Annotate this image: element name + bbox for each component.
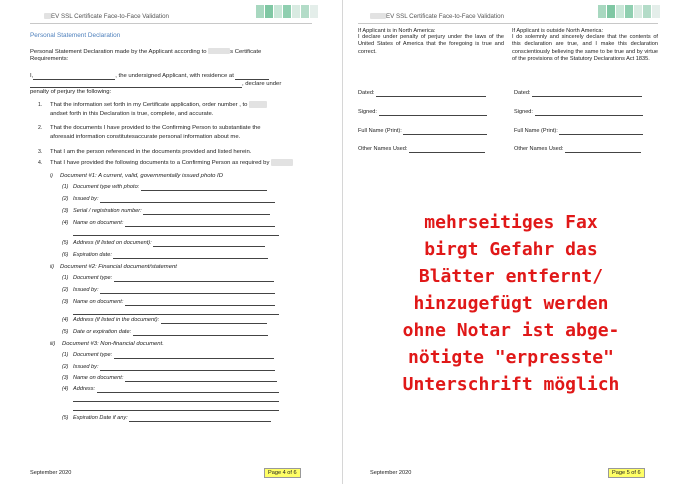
form-field-line[interactable]	[73, 404, 279, 411]
annotation-line: hinzugefügt werden	[413, 293, 609, 314]
field-number: (1)	[62, 184, 69, 190]
form-field-line[interactable]	[141, 184, 267, 191]
field-label: Issued by:	[73, 287, 99, 293]
logo-tile	[256, 5, 264, 18]
field-number: (4)	[62, 220, 69, 226]
item-text: andset forth in this Declaration is true, complete, and accurate.	[50, 111, 214, 117]
page-number-badge: Page 5 of 6	[608, 468, 645, 478]
item-number: 4.	[38, 160, 43, 166]
item-number: 3.	[38, 149, 43, 155]
annotation-line: birgt Gefahr das	[424, 239, 598, 260]
item-text: That I am the person referenced in the documents provided and listed herein.	[50, 149, 252, 155]
field-number: (4)	[62, 317, 69, 323]
field-number: (5)	[62, 240, 69, 246]
form-field-line[interactable]	[100, 364, 275, 371]
doc-title: Document #1: A current, valid, governmentally issued photo ID	[60, 173, 223, 179]
form-field-row	[73, 307, 279, 315]
page-header	[370, 13, 504, 20]
field-label: Serial / registration number:	[73, 208, 142, 214]
item-text-part: That the information set forth in my Certificate application, order number , to	[50, 102, 248, 109]
annotation-line: ohne Notar ist abge-	[402, 320, 620, 341]
header-rule	[358, 23, 658, 24]
form-field-row	[73, 228, 279, 236]
applicant-name-field[interactable]	[33, 73, 115, 80]
signed-row	[358, 108, 487, 116]
form-field-row	[73, 374, 277, 382]
field-label: Other Names Used:	[514, 146, 564, 152]
logo-tile	[598, 5, 606, 18]
page-header	[44, 13, 169, 20]
logo-tile	[643, 5, 651, 18]
field-label: Expiration date:	[73, 252, 112, 258]
intro-text-2: Requirements:	[30, 56, 69, 62]
item-text: That the documents I have provided to the Confirming Person to substantiate the	[50, 125, 261, 131]
form-field-row	[73, 195, 275, 203]
field-label: Name on document:	[73, 299, 124, 305]
col2-text: I do solemnly and sincerely declare that the contents of this declaration are true, and I make this declaration conscientiously believing the same to be true and by virtue of the provisions of the Statutory Declarations Act 1835.	[512, 34, 658, 63]
form-field-row	[73, 219, 275, 227]
form-field-row	[73, 363, 275, 371]
other-names-field[interactable]	[409, 146, 485, 153]
field-label: Address (if listed in the document):	[73, 317, 160, 323]
full-name-row	[358, 127, 487, 135]
signed-field[interactable]	[379, 109, 487, 116]
logo-tile	[310, 5, 318, 18]
field-number: (5)	[62, 329, 69, 335]
form-field-line[interactable]	[97, 386, 279, 393]
footer-date: September 2020	[30, 470, 72, 476]
page-number-badge: Page 4 of 6	[264, 468, 301, 478]
form-field-row	[73, 298, 275, 306]
dated-field[interactable]	[532, 90, 642, 97]
field-label: Document type:	[73, 275, 113, 281]
logo-tile	[265, 5, 273, 18]
form-field-row	[73, 239, 265, 247]
field-number: (3)	[62, 208, 69, 214]
applicant-label: , the undersigned Applicant, with residence at	[115, 73, 234, 79]
page-divider	[342, 0, 343, 484]
signed-field[interactable]	[535, 109, 643, 116]
field-label: Name on document:	[73, 375, 124, 381]
field-number: (1)	[62, 352, 69, 358]
annotation-line: Blätter entfernt/	[418, 266, 604, 287]
form-field-line[interactable]	[125, 299, 275, 306]
dated-field[interactable]	[376, 90, 486, 97]
logo-tile	[301, 5, 309, 18]
field-number: (2)	[62, 364, 69, 370]
form-field-line[interactable]	[125, 220, 275, 227]
doc-roman: ii)	[50, 264, 55, 270]
logo-tile	[283, 5, 291, 18]
field-number: (3)	[62, 299, 69, 305]
other-names-row	[514, 145, 641, 153]
form-field-row	[73, 316, 267, 324]
field-number: (4)	[62, 386, 69, 392]
item-text	[50, 159, 293, 167]
form-field-line[interactable]	[100, 287, 275, 294]
form-field-row	[73, 414, 271, 422]
item-number: 1.	[38, 102, 43, 108]
applicant-line-3: penalty of perjury the following:	[30, 89, 112, 95]
form-field-row	[73, 183, 267, 191]
full-name-field[interactable]	[559, 128, 643, 135]
annotation-line: mehrseitiges Fax	[424, 212, 598, 233]
form-field-line[interactable]	[73, 395, 279, 402]
logo-tile	[634, 5, 642, 18]
item-text-part: That I have provided the following documents to a Confirming Person as required by	[50, 160, 270, 167]
field-number: (2)	[62, 196, 69, 202]
field-label: Address (if listed on document):	[73, 240, 152, 246]
logo-tile	[274, 5, 282, 18]
logo-tile	[607, 5, 615, 18]
doc-roman: iii)	[50, 341, 56, 347]
dated-row	[358, 89, 486, 97]
field-label: Date or expiration date:	[73, 329, 132, 335]
other-names-row	[358, 145, 485, 153]
residence-field-2[interactable]	[30, 81, 242, 88]
col1-text: I declare under penalty of perjury under the laws of the United States of America that the foregoing is true and correct.	[358, 34, 504, 55]
field-label: Signed:	[358, 109, 377, 115]
doc-title: Document #2: Financial document/statement	[60, 264, 177, 270]
form-field-line[interactable]	[133, 329, 268, 336]
applicant-line-2	[30, 80, 281, 88]
field-number: (5)	[62, 415, 69, 421]
item-text	[50, 101, 267, 109]
form-field-row	[73, 286, 275, 294]
form-field-row	[73, 251, 268, 259]
form-field-line[interactable]	[100, 196, 275, 203]
form-field-line[interactable]	[114, 352, 274, 359]
form-field-row	[73, 403, 279, 411]
doc-title: Document #3: Non-financial document.	[62, 341, 164, 347]
logo-tile	[292, 5, 300, 18]
field-label: Dated:	[514, 90, 531, 96]
field-label: Other Names Used:	[358, 146, 408, 152]
page-header-text: EV SSL Certificate Face-to-Face Validation	[51, 13, 169, 20]
form-field-row	[73, 351, 274, 359]
form-field-line[interactable]	[143, 208, 270, 215]
header-rule	[30, 23, 312, 24]
annotation-line: Unterschrift möglich	[402, 374, 620, 395]
form-field-line[interactable]	[73, 229, 279, 236]
other-names-field[interactable]	[565, 146, 641, 153]
logo-placeholder	[598, 5, 660, 18]
field-label: Document type:	[73, 352, 113, 358]
full-name-field[interactable]	[403, 128, 487, 135]
applicant-line-1	[30, 72, 269, 80]
form-field-line[interactable]	[153, 240, 265, 247]
col1-title: If Applicant is in North America:	[358, 28, 436, 34]
signed-row	[514, 108, 643, 116]
residence-field[interactable]	[235, 73, 269, 80]
field-number: (1)	[62, 275, 69, 281]
form-field-row	[73, 328, 268, 336]
field-label: Full Name (Print):	[358, 128, 402, 134]
logo-placeholder	[256, 5, 318, 18]
annotation-line: nötigte "erpresste"	[408, 347, 614, 368]
applicant-label: , declare under	[242, 81, 282, 87]
section-title: Personal Statement Declaration	[30, 32, 121, 39]
form-field-row	[73, 274, 274, 282]
field-label: Issued by:	[73, 196, 99, 202]
intro-text-part: Personal Statement Declaration made by the Applicant according to	[30, 49, 207, 55]
form-field-line[interactable]	[113, 252, 268, 259]
footer-date: September 2020	[370, 470, 412, 476]
full-name-row	[514, 127, 643, 135]
field-label: Full Name (Print):	[514, 128, 558, 134]
logo-tile	[616, 5, 624, 18]
doc-roman: i)	[50, 173, 53, 179]
item-text: aforesaid information constitutesaccurate personal information about me.	[50, 134, 241, 140]
dated-row	[514, 89, 642, 97]
form-field-line[interactable]	[125, 375, 277, 382]
form-field-row	[73, 385, 279, 393]
field-number: (2)	[62, 287, 69, 293]
form-field-line[interactable]	[73, 308, 279, 315]
item-number: 2.	[38, 125, 43, 131]
applicant-label: I,	[30, 73, 34, 79]
intro-text-part: s Certificate	[230, 49, 262, 55]
annotation-text	[351, 209, 671, 398]
logo-tile	[625, 5, 633, 18]
col2-title: If Applicant is outside North America:	[512, 28, 604, 34]
field-label: Expiration Date if any:	[73, 415, 128, 421]
field-label: Name on document:	[73, 220, 124, 226]
form-field-line[interactable]	[161, 317, 267, 324]
page-header-text: EV SSL Certificate Face-to-Face Validation	[386, 13, 504, 20]
field-label: Dated:	[358, 90, 375, 96]
form-field-row	[73, 394, 279, 402]
field-number: (3)	[62, 375, 69, 381]
field-label: Document type with photo:	[73, 184, 140, 190]
field-label: Issued by:	[73, 364, 99, 370]
form-field-line[interactable]	[129, 415, 271, 422]
form-field-row	[73, 207, 270, 215]
field-label: Address:	[73, 386, 96, 392]
logo-tile	[652, 5, 660, 18]
form-field-line[interactable]	[114, 275, 274, 282]
field-label: Signed:	[514, 109, 533, 115]
field-number: (6)	[62, 252, 69, 258]
